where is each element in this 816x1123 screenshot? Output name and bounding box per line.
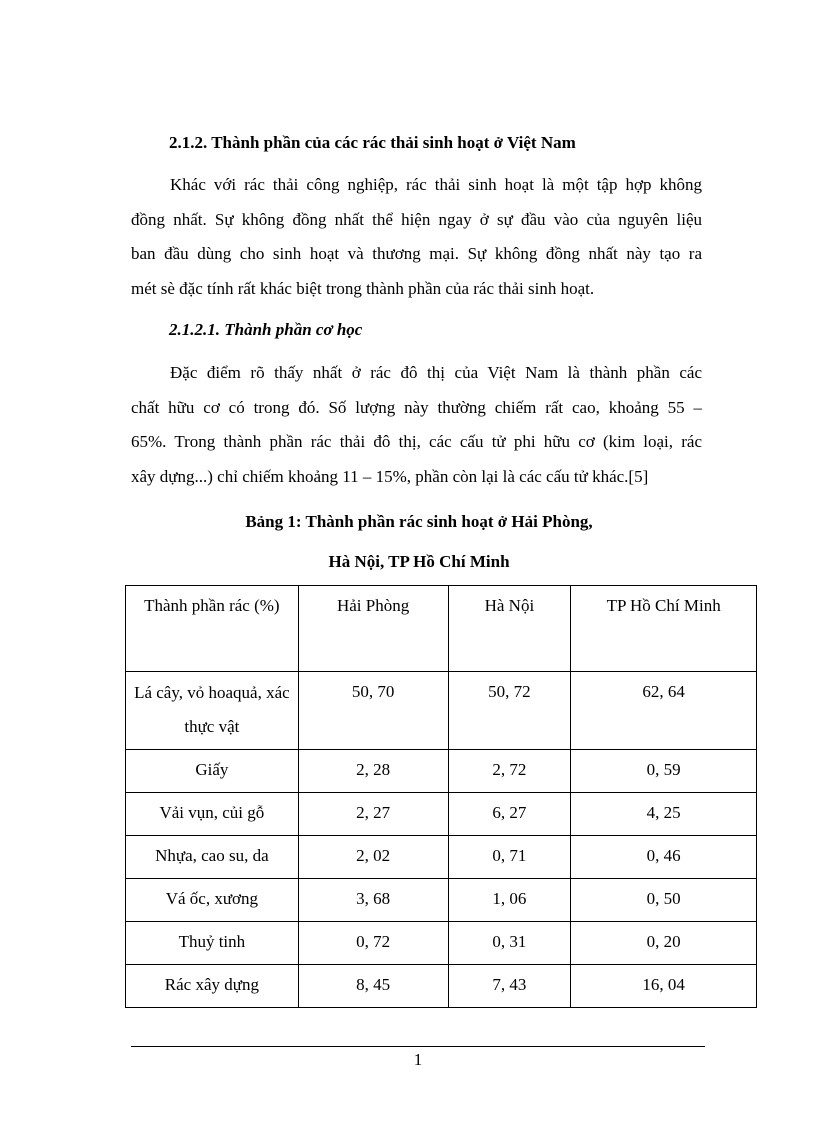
page-number: 1 (413, 1050, 423, 1069)
header-cell: Hải Phòng (298, 586, 448, 672)
value-cell: 0, 50 (571, 879, 757, 922)
value-cell: 1, 06 (448, 879, 571, 922)
table-caption-line1: Bảng 1: Thành phần rác sinh hoạt ở Hải Phòng, (245, 512, 593, 531)
table-row (126, 836, 757, 879)
value-cell: 0, 46 (571, 836, 757, 879)
category-cell: Vá ốc, xương (126, 879, 299, 922)
value-cell: 50, 70 (298, 672, 448, 750)
value-cell: 62, 64 (571, 672, 757, 750)
category-cell: Lá cây, vỏ hoaquả, xác thực vật (126, 672, 299, 750)
value-cell: 50, 72 (448, 672, 571, 750)
value-cell: 0, 72 (298, 922, 448, 965)
value-cell: 2, 72 (448, 750, 571, 793)
paragraph-line: Đặc điểm rõ thấy nhất ở rác đô thị của Việt Nam là thành phần các (170, 363, 702, 382)
value-cell: 0, 71 (448, 836, 571, 879)
paragraph-line: chất hữu cơ có trong đó. Số lượng này thường chiếm rất cao, khoảng 55 – (131, 397, 702, 417)
header-cell: Hà Nội (448, 586, 571, 672)
table-caption-line2: Hà Nội, TP Hồ Chí Minh (328, 552, 510, 571)
table-row (126, 793, 757, 836)
paragraph-line: đồng nhất. Sự không đồng nhất thể hiện ngay ở sự đầu vào của nguyên liệu (131, 209, 702, 229)
header-cell: Thành phần rác (%) (126, 586, 299, 672)
table-row (126, 750, 757, 793)
composition-table (125, 585, 757, 1008)
table-row (126, 879, 757, 922)
mechanical-paragraph (131, 356, 702, 494)
paragraph-line: mét sè đặc tính rất khác biệt trong thành phần của rác thải sinh hoạt. (131, 278, 595, 298)
value-cell: 0, 31 (448, 922, 571, 965)
section-heading: 2.1.2. Thành phần của các rác thải sinh hoạt ở Việt Nam (169, 133, 576, 152)
intro-paragraph (131, 168, 702, 306)
paragraph-line: ban đầu dùng cho sinh hoạt và thương mại. Sự không đồng nhất này tạo ra (131, 244, 702, 263)
value-cell: 2, 02 (298, 836, 448, 879)
value-cell: 16, 04 (571, 965, 757, 1008)
value-cell: 7, 43 (448, 965, 571, 1008)
paragraph-line: 65%. Trong thành phần rác thải đô thị, các cấu tử phi hữu cơ (kim loại, rác (131, 432, 702, 451)
value-cell: 6, 27 (448, 793, 571, 836)
table-row (126, 922, 757, 965)
table-row (126, 965, 757, 1008)
value-cell: 8, 45 (298, 965, 448, 1008)
value-cell: 2, 28 (298, 750, 448, 793)
value-cell: 0, 59 (571, 750, 757, 793)
category-cell: Thuỷ tinh (126, 922, 299, 965)
paragraph-line: xây dựng...) chỉ chiếm khoảng 11 – 15%, phần còn lại là các cấu tử khác.[5] (131, 466, 649, 486)
value-cell: 2, 27 (298, 793, 448, 836)
paragraph-line: Khác với rác thải công nghiệp, rác thải sinh hoạt là một tập hợp không (170, 175, 702, 194)
value-cell: 0, 20 (571, 922, 757, 965)
category-cell: Giấy (126, 750, 299, 793)
footer-divider (131, 1046, 705, 1047)
value-cell: 4, 25 (571, 793, 757, 836)
value-cell: 3, 68 (298, 879, 448, 922)
category-cell: Nhựa, cao su, da (126, 836, 299, 879)
category-cell: Vải vụn, củi gỗ (126, 793, 299, 836)
table-row (126, 672, 757, 750)
subsection-heading: 2.1.2.1. Thành phần cơ học (169, 320, 363, 339)
header-cell: TP Hồ Chí Minh (571, 586, 757, 672)
table-header-row (126, 586, 757, 672)
category-cell: Rác xây dựng (126, 965, 299, 1008)
